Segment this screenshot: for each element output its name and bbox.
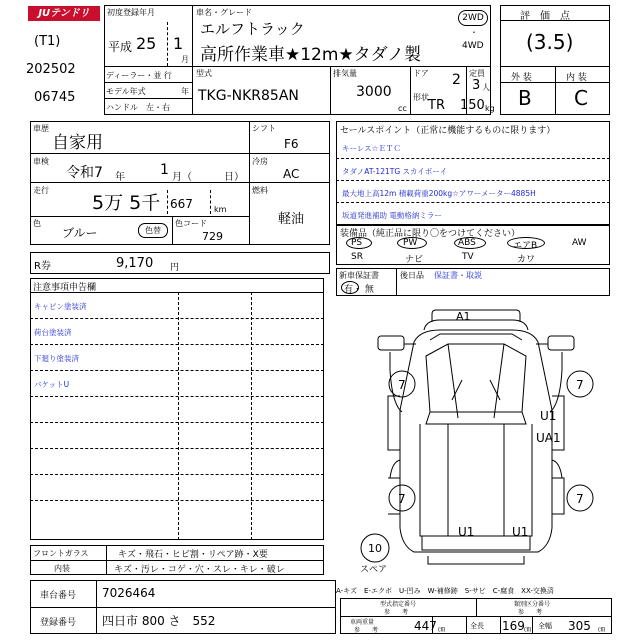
color-label: 色 xyxy=(33,219,41,228)
interior-label: 内 装 xyxy=(566,73,587,83)
equip-sr: SR xyxy=(351,252,363,262)
vehicle-length: 169 xyxy=(502,619,525,633)
model-ref-label: 型式指定番号 xyxy=(380,601,417,608)
width-label: 全幅 xyxy=(538,622,552,630)
usage-label: 車歴 xyxy=(33,124,49,133)
damage-ua1-label: UA1 xyxy=(536,431,561,445)
exterior-label: 外 装 xyxy=(511,73,532,83)
spare-tire-number: 10 xyxy=(368,542,382,555)
shape: TR xyxy=(428,98,445,113)
note-line-1: キャビン塗装済 xyxy=(34,302,87,311)
dealer-label: ディーラー・並 行 xyxy=(106,71,172,80)
equip-abs: ABS xyxy=(458,238,476,248)
displacement-label: 排気量 xyxy=(333,69,357,78)
interior-cond-options: キズ・汚レ・コゲ・穴・スレ・キレ・破レ xyxy=(114,565,285,575)
after-items: 保証書・取説 xyxy=(434,271,482,280)
era: 平成 xyxy=(108,40,133,54)
load: 150 xyxy=(460,98,485,113)
reg-year: 25 xyxy=(136,34,157,53)
damage-u1-rear-right-label: U1 xyxy=(512,525,529,539)
plate-label: 登録番号 xyxy=(40,618,77,628)
lot-number: 06745 xyxy=(34,90,76,105)
recycle-fee: 9,170 xyxy=(116,256,154,271)
equip-aw: AW xyxy=(572,238,587,248)
recycle-label: R券 xyxy=(34,261,51,272)
equip-navi: ナビ xyxy=(405,255,424,265)
weight-sub: 参 考 xyxy=(354,627,379,634)
front-glass-label: フロントガラス xyxy=(33,549,89,558)
model-year-label: モデル年式 xyxy=(106,87,146,96)
color: ブルー xyxy=(62,226,98,240)
equip-tv: TV xyxy=(462,252,474,262)
fuel-label: 燃料 xyxy=(252,186,268,195)
mileage-big: 5万 5千 xyxy=(92,192,161,214)
class-ref-sub: 参 考 xyxy=(518,609,543,616)
load-unit: kg xyxy=(485,104,495,113)
inspection-day-unit: 日） xyxy=(224,172,244,183)
damage-u1-rear-left-label: U1 xyxy=(458,525,475,539)
shift-label: シフト xyxy=(252,124,276,133)
equipment-title: 装備品（純正品に限り〇をつけてください） xyxy=(340,229,521,239)
mileage-unit: km xyxy=(214,205,227,214)
capacity: 3 xyxy=(472,78,481,93)
mileage-label: 走行 xyxy=(33,186,49,195)
vehicle-weight: 447 xyxy=(414,619,437,633)
spare-label: スペア xyxy=(360,565,388,575)
interior-cond-label: 内装 xyxy=(54,564,70,573)
model-ref-sub: 参 考 xyxy=(384,609,409,616)
selling-point-3: 最大地上高12m 積載荷重200kg☆アワーメーター4885H xyxy=(342,189,536,198)
score-label: 評 価 点 xyxy=(520,11,570,22)
color-code: 729 xyxy=(202,230,223,243)
fuel: 軽油 xyxy=(278,212,305,227)
interior-grade: C xyxy=(574,86,588,110)
tire-front-right-label: 7 xyxy=(576,378,584,392)
equip-ps: PS xyxy=(351,238,363,248)
handle-label: ハンドル 左・右 xyxy=(106,103,170,112)
ac-label: 冷房 xyxy=(252,157,268,166)
weight-unit: ㎝ xyxy=(438,625,445,633)
usage: 自家用 xyxy=(52,133,103,153)
length-label: 全長 xyxy=(470,622,484,630)
drive-2wd-circled: 2WD xyxy=(458,10,488,26)
selling-point-4: 坂道発進補助 電動格納ミラー xyxy=(342,211,442,220)
ac: AC xyxy=(283,167,300,181)
length-unit: ㎝ xyxy=(524,625,531,633)
model-code: TKG-NKR85AN xyxy=(198,88,299,104)
reg-month: 1 xyxy=(173,34,184,53)
inspection-era: 令和7 xyxy=(66,165,103,181)
shift: F6 xyxy=(284,137,299,151)
recycle-unit: 円 xyxy=(170,263,180,273)
color-code-label: 色コード xyxy=(175,219,207,228)
chassis-number: 7026464 xyxy=(102,586,156,600)
lot-prefix: (T1) xyxy=(34,34,61,49)
exterior-grade: B xyxy=(518,86,532,110)
selling-points-title: セールスポイント（正常に機能するものに限ります） xyxy=(340,126,556,136)
warranty-value: 有・ 無 xyxy=(344,285,374,295)
damage-legend: A-キズ E-エクボ U-凹み W-補修跡 S-サビ C-腐食 XX-交換済 xyxy=(336,587,554,595)
inspection-month-unit: 月（ xyxy=(172,172,192,183)
inspection-month: 1 xyxy=(160,162,169,178)
mileage-small: 667 xyxy=(170,197,193,211)
cc-unit: cc xyxy=(398,104,407,113)
plate-number: 四日市 800 さ 552 xyxy=(102,614,216,628)
equip-pw: PW xyxy=(403,238,418,248)
capacity-unit: 人 xyxy=(482,83,490,92)
notes-title: 注意事項申告欄 xyxy=(33,283,97,293)
selling-point-1: キーレス☆ＥＴＣ xyxy=(342,144,401,153)
first-reg-label: 初度登録年月 xyxy=(107,8,155,17)
auction-logo: JUテンドリ xyxy=(28,6,100,21)
car-name: エルフトラック xyxy=(200,20,305,38)
front-glass-options: キズ・飛石・ヒビ割・リペア跡・X要 xyxy=(118,550,268,560)
width-unit: ㎝ xyxy=(598,625,605,633)
chassis-label: 車台番号 xyxy=(40,591,77,601)
tire-rear-left-label: 7 xyxy=(398,492,406,506)
warranty-label: 新車保証書 xyxy=(339,271,379,280)
inspection-label: 車検 xyxy=(33,157,49,166)
score: (3.5) xyxy=(526,30,574,54)
drive-4wd: 4WD xyxy=(462,41,484,51)
date-code: 202502 xyxy=(26,62,76,77)
damage-a1-label: A1 xyxy=(456,310,471,323)
damage-u1-side-label: U1 xyxy=(540,409,557,423)
month-unit: 月 xyxy=(181,55,189,64)
class-ref-label: 類別区分番号 xyxy=(514,601,551,608)
tire-rear-right-label: 7 xyxy=(576,492,584,506)
after-items-label: 後日品 xyxy=(400,271,424,280)
doors: 2 xyxy=(452,72,461,88)
year-unit: 年 xyxy=(181,87,189,96)
recycle-box xyxy=(30,252,330,274)
car-name-label: 車名・グレード xyxy=(196,8,252,17)
note-line-3: 下廻り塗装済 xyxy=(34,354,79,363)
shape-label: 形状 xyxy=(413,93,429,102)
tire-front-left-label: 7 xyxy=(398,378,406,392)
color-change-flag: 色替 xyxy=(138,223,168,238)
capacity-label: 定員 xyxy=(469,69,485,78)
drive-dot: ・ xyxy=(470,28,478,37)
car-grade: 高所作業車★12m★タダノ製 xyxy=(200,45,422,65)
selling-point-2: タダノAT-121TG スカイボーイ xyxy=(342,167,448,176)
inspection-year-unit: 年 xyxy=(115,172,125,183)
vehicle-width: 305 xyxy=(568,619,591,633)
doors-label: ドア xyxy=(413,69,429,78)
note-line-4: バケットU xyxy=(34,380,70,389)
model-label: 型式 xyxy=(196,69,212,78)
equip-airbag: エアB xyxy=(513,241,538,251)
note-line-2: 荷台塗装済 xyxy=(34,328,72,337)
weight-label: 車両重量 xyxy=(350,619,375,626)
equip-leather: カワ xyxy=(517,255,536,265)
displacement: 3000 xyxy=(356,84,392,100)
vehicle-damage-diagram xyxy=(330,300,612,585)
